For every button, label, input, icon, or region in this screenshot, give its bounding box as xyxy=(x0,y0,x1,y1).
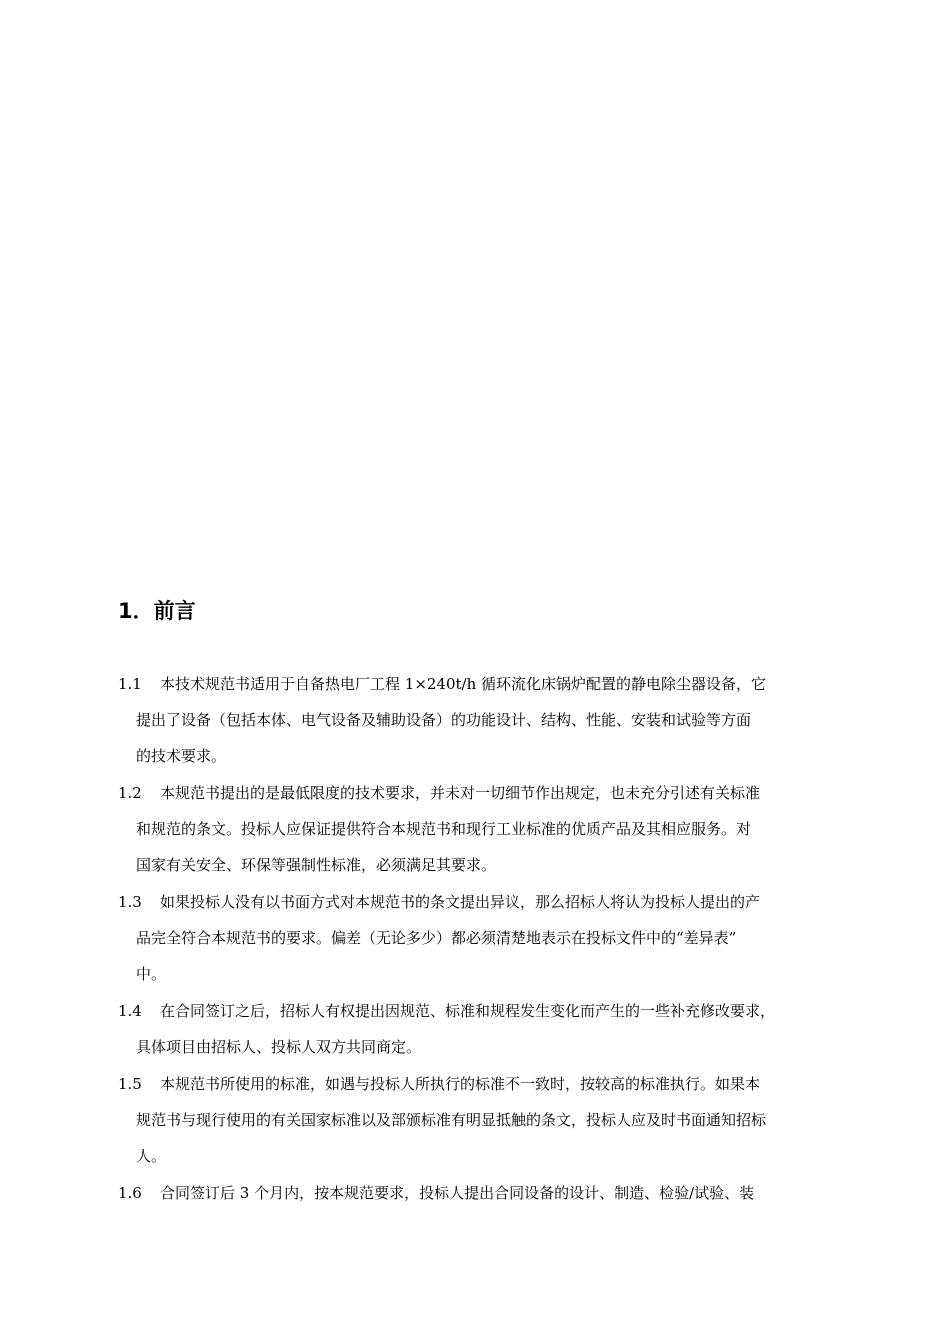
clause-line xyxy=(118,1175,848,1211)
clause-item xyxy=(118,1066,848,1174)
clause-line xyxy=(118,811,848,847)
clause-text: 本技术规范书适用于自备热电厂工程 1×240t/h 循环流化床锅炉配置的静电除尘器设备，它 xyxy=(160,675,767,693)
clause-text: 在合同签订之后，招标人有权提出因规范、标准和规程发生变化而产生的一些补充修改要求， xyxy=(160,1002,776,1020)
clause-text: 品完全符合本规范书的要求。偏差（无论多少）都必须清楚地表示在投标文件中的“差异表” xyxy=(136,929,737,947)
clause-text: 如果投标人没有以书面方式对本规范书的条文提出异议，那么招标人将认为投标人提出的产 xyxy=(160,893,761,911)
clause-text: 人。 xyxy=(136,1147,167,1165)
clause-line xyxy=(118,1029,848,1065)
clause-line xyxy=(118,993,848,1029)
clause-item xyxy=(118,666,848,774)
clause-list xyxy=(118,666,848,1212)
clause-text: 规范书与现行使用的有关国家标准以及部颁标准有明显抵触的条文，投标人应及时书面通知招标 xyxy=(136,1111,767,1129)
clause-text: 和规范的条文。投标人应保证提供符合本规范书和现行工业标准的优质产品及其相应服务。对 xyxy=(136,820,752,838)
clause-line xyxy=(118,956,848,992)
clause-line xyxy=(118,666,848,702)
clause-line xyxy=(118,738,848,774)
clause-text: 的技术要求。 xyxy=(136,747,227,765)
clause-text: 合同签订后 3 个月内，按本规范要求，投标人提出合同设备的设计、制造、检验/试验、装 xyxy=(160,1184,755,1202)
clause-item xyxy=(118,993,848,1065)
clause-item xyxy=(118,884,848,992)
clause-text: 提出了设备（包括本体、电气设备及辅助设备）的功能设计、结构、性能、安装和试验等方面 xyxy=(136,711,752,729)
section-heading: 1．前言 xyxy=(118,599,196,623)
clause-line xyxy=(118,847,848,883)
clause-text: 中。 xyxy=(136,965,167,983)
clause-line xyxy=(118,884,848,920)
clause-number: 1.1 xyxy=(118,675,142,693)
clause-item xyxy=(118,1175,848,1211)
clause-text: 本规范书所使用的标准，如遇与投标人所执行的标准不一致时，按较高的标准执行。如果本 xyxy=(160,1075,761,1093)
clause-number: 1.5 xyxy=(118,1075,142,1093)
clause-number: 1.3 xyxy=(118,893,142,911)
clause-number: 1.2 xyxy=(118,784,142,802)
clause-line xyxy=(118,775,848,811)
clause-number: 1.6 xyxy=(118,1184,142,1202)
clause-text: 本规范书提出的是最低限度的技术要求，并未对一切细节作出规定，也未充分引述有关标准 xyxy=(160,784,761,802)
clause-item xyxy=(118,775,848,883)
clause-line xyxy=(118,702,848,738)
clause-text: 国家有关安全、环保等强制性标准，必须满足其要求。 xyxy=(136,856,497,874)
clause-line xyxy=(118,1066,848,1102)
clause-line xyxy=(118,920,848,956)
clause-line xyxy=(118,1138,848,1174)
clause-line xyxy=(118,1102,848,1138)
clause-text: 具体项目由招标人、投标人双方共同商定。 xyxy=(136,1038,422,1056)
clause-number: 1.4 xyxy=(118,1002,142,1020)
